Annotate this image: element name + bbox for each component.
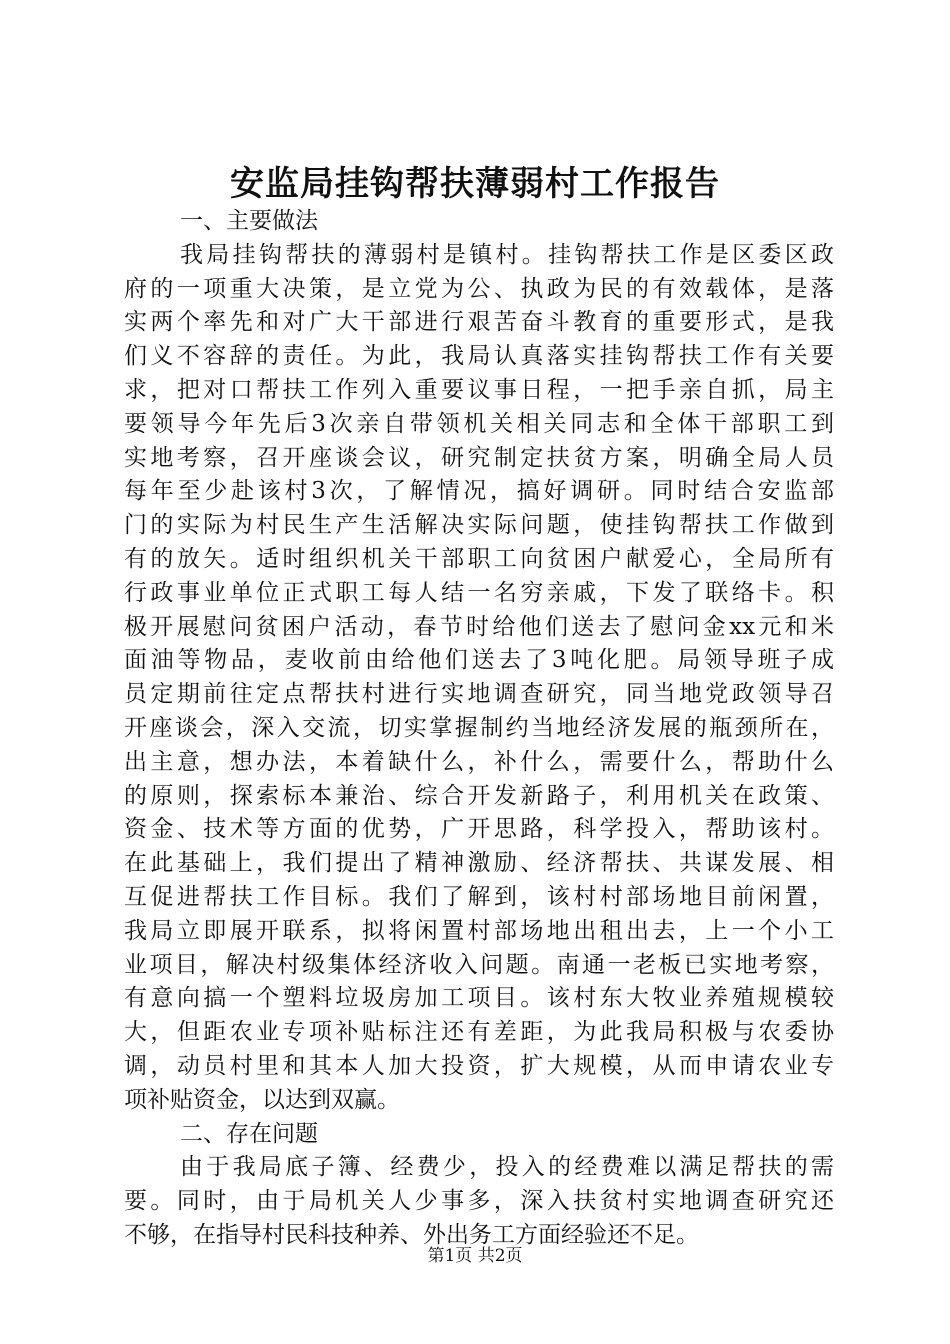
text-line: 实两个率先和对广大干部进行艰苦奋斗教育的重要形式，是我	[124, 309, 834, 336]
text-line: 我局立即展开联系，拟将闲置村部场地出租出去，上一个小工	[124, 917, 834, 944]
text-line: 要。同时，由于局机关人少事多，深入扶贫村实地调查研究还	[124, 1188, 834, 1215]
text-line: 实地考察，召开座谈会议，研究制定扶贫方案，明确全局人员	[124, 444, 834, 471]
text-line: 开座谈会，深入交流，切实掌握制约当地经济发展的瓶颈所在，	[124, 714, 834, 741]
text-line: 在此基础上，我们提出了精神激励、经济帮扶、共谋发展、相	[124, 850, 834, 877]
text-line: 一、主要做法	[180, 208, 318, 234]
text-line: 每年至少赴该村3次，了解情况，搞好调研。同时结合安监部	[124, 478, 834, 505]
text-line: 不够，在指导村民科技种养、外出务工方面经验还不足。	[124, 1221, 699, 1248]
text-line: 的原则，探索标本兼治、综合开发新路子，利用机关在政策、	[124, 782, 834, 809]
text-line: 由于我局底子簿、经费少，投入的经费难以满足帮扶的需	[180, 1154, 834, 1181]
page-footer: 第1页 共2页	[427, 1246, 523, 1266]
text-line: 出主意，想办法，本着缺什么，补什么，需要什么，帮助什么	[124, 748, 834, 775]
text-line: 行政事业单位正式职工每人结一名穷亲戚，下发了联络卡。积	[124, 579, 834, 606]
document-body	[124, 205, 834, 1253]
text-line: 门的实际为村民生产生活解决实际问题，使挂钩帮扶工作做到	[124, 512, 834, 539]
text-line: 有意向搞一个塑料垃圾房加工项目。该村东大牧业养殖规模较	[124, 985, 834, 1012]
document-title: 安监局挂钩帮扶薄弱村工作报告	[230, 164, 720, 204]
text-line: 府的一项重大决策，是立党为公、执政为民的有效载体，是落	[124, 275, 834, 302]
text-line: 大，但距农业专项补贴标注还有差距，为此我局积极与农委协	[124, 1019, 834, 1046]
text-line: 有的放矢。适时组织机关干部职工向贫困户献爱心，全局所有	[124, 545, 834, 572]
text-line: 要领导今年先后3次亲自带领机关相关同志和全体干部职工到	[124, 410, 834, 437]
text-line: 面油等物品，麦收前由给他们送去了3吨化肥。局领导班子成	[124, 647, 834, 674]
text-line: 极开展慰问贫困户活动，春节时给他们送去了慰问金xx元和米	[124, 613, 834, 640]
text-line: 调，动员村里和其本人加大投资，扩大规模，从而申请农业专	[124, 1052, 834, 1079]
text-line: 业项目，解决村级集体经济收入问题。南通一老板已实地考察，	[124, 951, 834, 978]
text-line: 项补贴资金，以达到双赢。	[124, 1086, 400, 1113]
text-line: 二、存在问题	[180, 1120, 318, 1147]
text-line: 资金、技术等方面的优势，广开思路，科学投入，帮助该村。	[124, 816, 834, 843]
text-line: 求，把对口帮扶工作列入重要议事日程，一把手亲自抓，局主	[124, 376, 834, 403]
text-line: 我局挂钩帮扶的薄弱村是镇村。挂钩帮扶工作是区委区政	[180, 241, 834, 268]
text-line: 员定期前往定点帮扶村进行实地调查研究，同当地党政领导召	[124, 681, 834, 708]
text-line: 互促进帮扶工作目标。我们了解到，该村村部场地目前闲置，	[124, 883, 834, 910]
text-line: 们义不容辞的责任。为此，我局认真落实挂钩帮扶工作有关要	[124, 343, 834, 370]
